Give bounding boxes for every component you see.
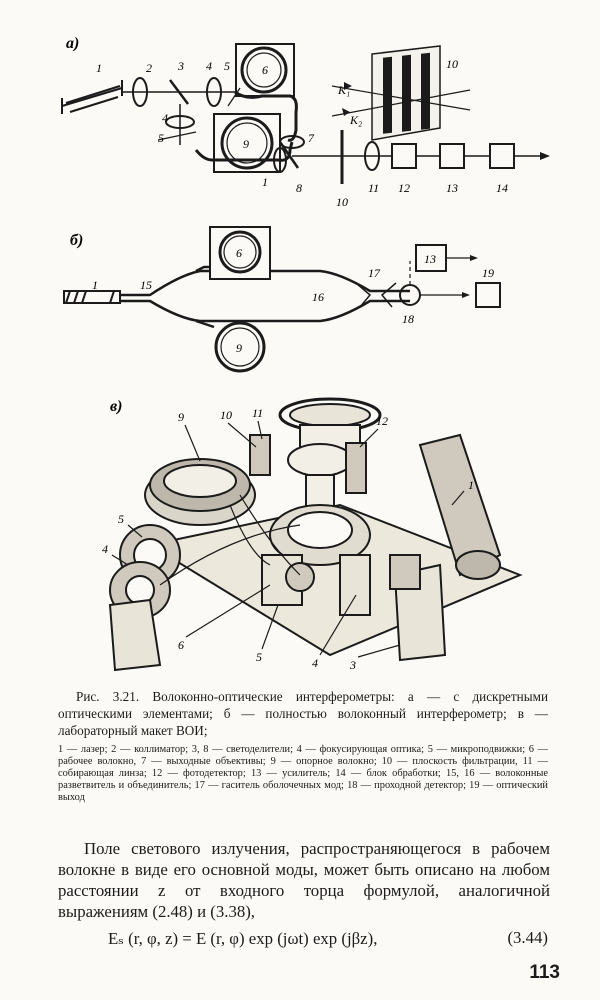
label-a-amplifier: 13 (446, 181, 458, 195)
label-a-objectives: 7 (308, 131, 314, 145)
label-c-focusing-center: 4 (312, 656, 318, 670)
label-b-reference-fiber: 9 (236, 341, 242, 355)
diagram-b (0, 215, 600, 375)
label-a-collimator: 2 (146, 61, 152, 75)
label-b-combiner: 16 (312, 290, 324, 304)
label-a-splitter-8: 8 (296, 181, 302, 195)
panel-label-b: б) (70, 232, 84, 249)
label-c-micromover-left: 5 (118, 512, 124, 526)
formula-number: (3.44) (507, 928, 548, 947)
label-a-laser-2: 1 (262, 175, 268, 189)
label-a-filter-plane: 10 (336, 195, 348, 209)
label-a-collecting-lens: 11 (368, 181, 380, 195)
page-number: 113 (529, 962, 560, 983)
label-c-working-fiber: 6 (178, 638, 184, 652)
label-a-fringe-plate: 10 (446, 57, 458, 71)
label-b-mode-stripper: 17 (368, 266, 380, 280)
label-c-splitter: 3 (350, 658, 356, 672)
label-b-output: 19 (482, 266, 494, 280)
label-c-laser: 1 (468, 478, 474, 492)
label-b-splitter: 15 (140, 278, 152, 292)
label-a-working-fiber: 6 (262, 63, 268, 77)
label-a-laser: 1 (96, 61, 102, 75)
label-a-reference-fiber: 9 (243, 137, 249, 151)
panel-label-c: в) (110, 398, 123, 415)
label-c-micromover-center: 5 (256, 650, 262, 664)
label-c-filter-plane: 10 (220, 408, 232, 422)
label-a-splitter: 3 (178, 59, 184, 73)
label-a-processing: 14 (496, 181, 508, 195)
label-a-lens-lower: 4 (162, 111, 168, 125)
label-c-photodetector: 12 (376, 414, 388, 428)
label-b-working-fiber: 6 (236, 246, 242, 260)
figure-legend: 1 — лазер; 2 — коллиматор; 3, 8 — светоделители; 4 — фокусирующая оптика; 5 — микроподвижки; 6 — рабочее волокно, 7 — выходные объективы; 9 — опорное волокно; 10 — плоскость фильтрации, 11 — собирающая линза; 12 — фотодетектор; 13 — усилитель; 14 — блок обработки; 15, 16 — волоконные разветвитель и объединитель; 17 — гаситель оболочечных мод; 18 — проходной детектор; 19 — оптический выход (58, 744, 548, 803)
label-b-amplifier: 13 (424, 252, 436, 266)
label-c-reference-coil: 9 (178, 410, 184, 424)
label-b-laser: 1 (92, 278, 98, 292)
label-b-detector: 18 (402, 312, 414, 326)
label-a-k1: K₁ (338, 83, 351, 97)
diagram-a (0, 0, 600, 220)
label-c-focusing-left: 4 (102, 542, 108, 556)
label-a-k2: K₂ (350, 113, 363, 127)
figure-caption: Рис. 3.21. Волоконно-оптические интерферометры: а — с дискретными оптическими элементами; б — полностью волоконный интерферометр; в — лабораторный макет ВОИ; (58, 689, 548, 738)
body-paragraph: Поле светового излучения, распространяющегося в рабочем волокне в виде его основной моды, может быть описано на любом расстоянии z от входного торца формулой, аналогичной выражениям (2.48) и (3.38), (58, 839, 550, 921)
formula-expression: Eₛ (r, φ, z) = E (r, φ) exp (jωt) exp (jβz), (108, 929, 378, 948)
label-c-collecting-lens: 11 (252, 406, 264, 420)
label-a-lens-top: 4 (206, 59, 212, 73)
label-a-micro-top: 5 (224, 59, 230, 73)
diagram-c (0, 385, 600, 680)
panel-label-a: а) (66, 35, 80, 52)
formula-line (108, 928, 548, 949)
label-a-micro-lower: 5 (158, 131, 164, 145)
label-a-photodetector: 12 (398, 181, 410, 195)
